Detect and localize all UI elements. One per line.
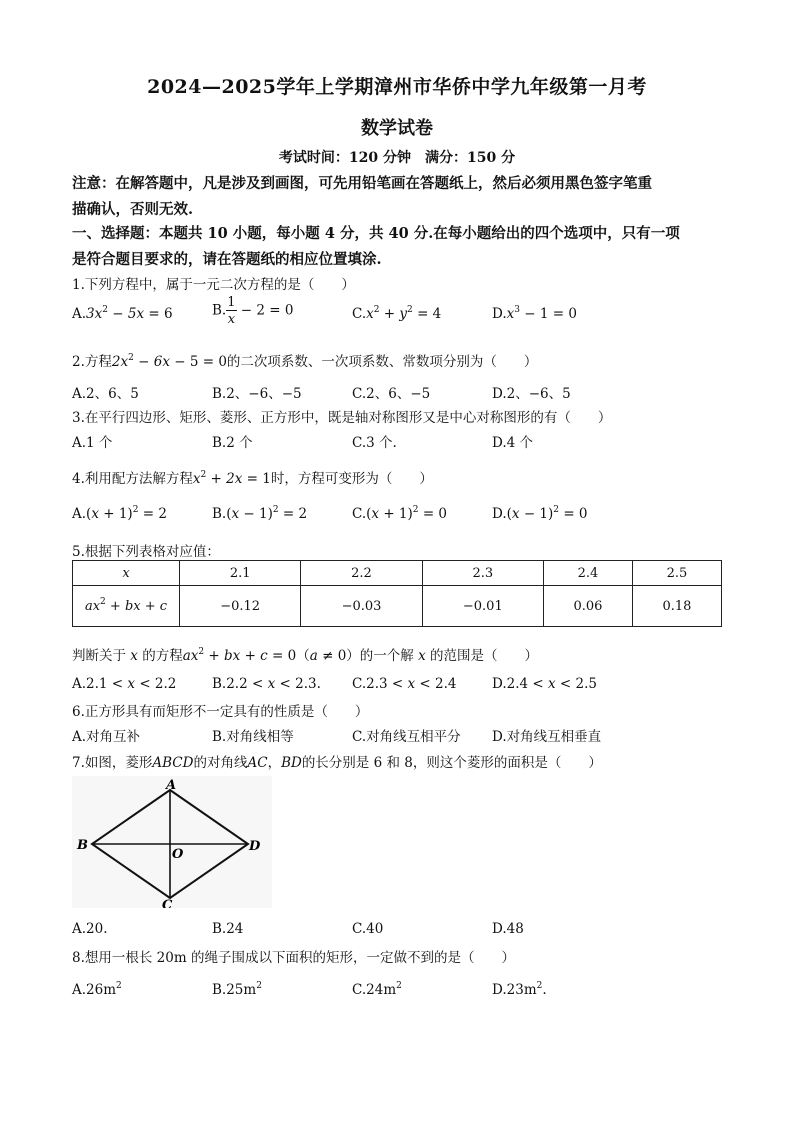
q8-option-a: $A.26m^2$ xyxy=(72,981,122,998)
q5-stem: 5.根据下列表格对应值： xyxy=(72,544,220,560)
table-y-cell: −0.12 xyxy=(180,586,301,627)
q6-option-a: A.对角互补 xyxy=(72,729,141,745)
label-b: B xyxy=(77,838,88,853)
q4-option-d: $D.(x - 1)^2 = 0$ xyxy=(492,505,588,522)
q7-option-d: D.48 xyxy=(492,921,524,937)
q6-option-d: D.对角线互相垂直 xyxy=(492,729,602,745)
q3-stem: 3.在平行四边形、矩形、菱形、正方形中，既是轴对称图形又是中心对称图形的有（ ） xyxy=(72,410,612,426)
exam-subtitle: 数学试卷 xyxy=(361,118,433,139)
q5-option-d: D.2.4 < x < 2.5 xyxy=(492,676,597,692)
table-y-cell: −0.03 xyxy=(301,586,422,627)
q6-option-b: B.对角线相等 xyxy=(212,729,294,745)
q8-option-b: $B.25m^2$ xyxy=(212,981,262,998)
q5-option-a: A.2.1 < x < 2.2 xyxy=(72,676,177,692)
q7-option-c: C.40 xyxy=(352,921,384,937)
q1-option-c: $C.x^2 + y^2 = 4$ xyxy=(352,305,442,322)
table-x-cell: 2.1 xyxy=(180,561,301,586)
q3-option-d: D.4 个 xyxy=(492,435,534,451)
notice-line-1: 注意：在解答题中，凡是涉及到画图，可先用铅笔画在答题纸上，然后必须用黑色签字笔重 xyxy=(72,175,652,192)
q2-option-a: A.2、6、5 xyxy=(72,386,139,402)
table-x-cell: 2.3 xyxy=(422,561,543,586)
q5-option-c: C.2.3 < x < 2.4 xyxy=(352,676,457,692)
label-a: A xyxy=(166,778,177,793)
table-x-cell: 2.4 xyxy=(543,561,632,586)
label-d: D xyxy=(249,839,261,854)
q2-option-b: B.2、−6、−5 xyxy=(212,386,302,402)
q5-judge: 判断关于 x 的方程$ax^2$ + bx + c = 0（a ≠ 0）的一个解 x 的范围是（ ） xyxy=(72,647,539,664)
q7-option-b: B.24 xyxy=(212,921,244,937)
q1-option-d: $D.x^3 - 1 = 0$ xyxy=(492,305,577,322)
q7-stem: 7.如图，菱形ABCD的对角线AC，BD的长分别是 6 和 8，则这个菱形的面积是（ ） xyxy=(72,755,602,771)
q7-option-a: A.20. xyxy=(72,921,108,937)
q1-stem: 1.下列方程中，属于一元二次方程的是（ ） xyxy=(72,277,355,293)
figure-background xyxy=(72,776,272,908)
table-x-cell: 2.5 xyxy=(632,561,721,586)
value-table xyxy=(72,560,722,627)
q3-option-b: B.2 个 xyxy=(212,435,253,451)
q4-option-c: $C.(x + 1)^2 = 0$ xyxy=(352,505,448,522)
q4-option-b: $B.(x - 1)^2 = 2$ xyxy=(212,505,308,522)
notice-line-2: 描确认，否则无效. xyxy=(72,201,194,218)
table-y-cell: 0.06 xyxy=(543,586,632,627)
q4-stem: 4.利用配方法解方程$x^2 + 2x = 1$时，方程可变形为（ ） xyxy=(72,470,433,487)
table-x-cell: 2.2 xyxy=(301,561,422,586)
q3-option-a: A.1 个 xyxy=(72,435,113,451)
table-head-expr: $ax^2$ + bx + c xyxy=(73,586,180,627)
q8-option-c: $C.24m^2$ xyxy=(352,981,402,998)
q8-option-d: $D.23m^2$. xyxy=(492,981,547,998)
q2-stem: 2.方程$2x^2 - 6x - 5 = 0$的二次项系数、一次项系数、常数项分别为（ ） xyxy=(72,353,538,370)
exam-info: 考试时间：120 分钟 满分：150 分 xyxy=(278,150,516,166)
section1-line-2: 是符合题目要求的，请在答题纸的相应位置填涂. xyxy=(72,251,382,268)
q2-option-c: C.2、6、−5 xyxy=(352,386,431,402)
rhombus-figure xyxy=(72,776,272,908)
q6-stem: 6.正方形具有而矩形不一定具有的性质是（ ） xyxy=(72,704,369,720)
q5-option-b: B.2.2 < x < 2.3. xyxy=(212,676,321,692)
table-y-cell: 0.18 xyxy=(632,586,721,627)
q8-stem: 8.想用一根长 20m 的绳子围成以下面积的矩形，一定做不到的是（ ） xyxy=(72,950,515,966)
table-y-cell: −0.01 xyxy=(422,586,543,627)
q2-option-d: D.2、−6、5 xyxy=(492,386,571,402)
q1-option-b: B. $\frac{1}{x}$ − 2 = 0 xyxy=(212,295,294,327)
label-o: O xyxy=(172,847,184,862)
q3-option-c: C.3 个. xyxy=(352,435,397,451)
label-c: C xyxy=(162,898,173,908)
q1-option-a: $A.3x^2 - 5x = 6$ xyxy=(72,305,173,322)
exam-title: 2024—2025学年上学期漳州市华侨中学九年级第一月考 xyxy=(147,76,647,98)
section1-line-1: 一、选择题：本题共 10 小题，每小题 4 分，共 40 分.在每小题给出的四个选项中，只有一项 xyxy=(72,225,680,242)
q4-option-a: $A.(x + 1)^2 = 2$ xyxy=(72,505,167,522)
table-head-x: x xyxy=(73,561,180,586)
q6-option-c: C.对角线互相平分 xyxy=(352,729,461,745)
